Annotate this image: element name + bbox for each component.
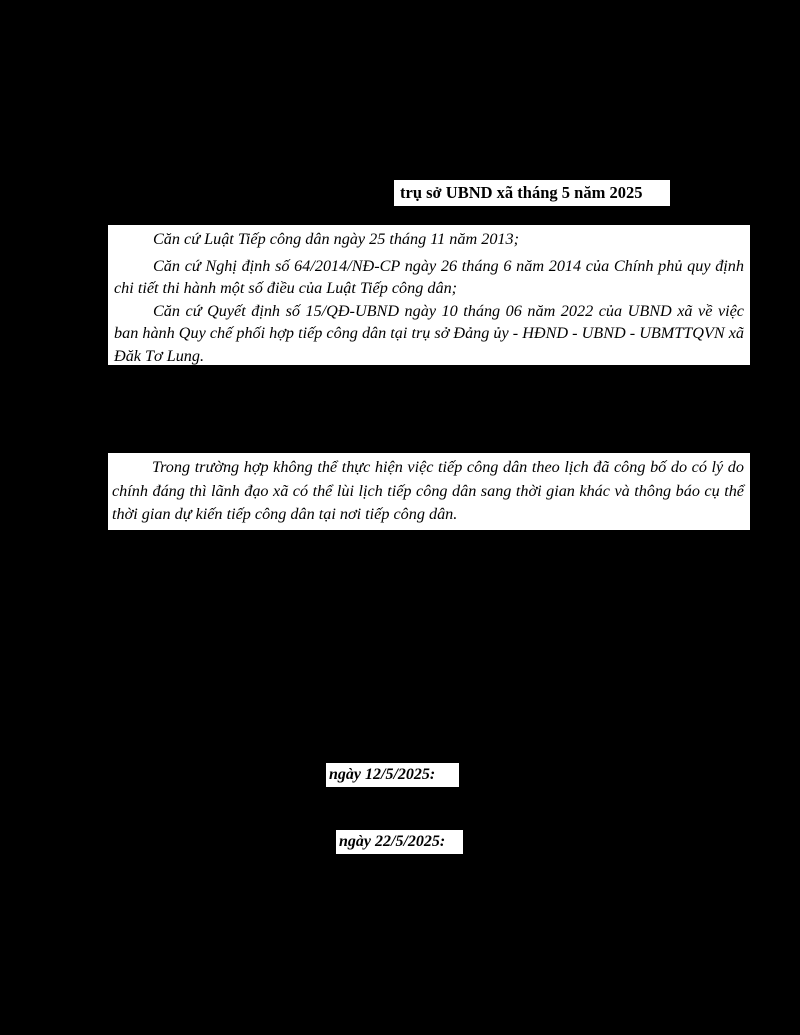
legal-basis-block xyxy=(108,225,750,365)
rescheduling-note-text: Trong trường hợp không thể thực hiện việc tiếp công dân theo lịch đã công bố do có lý do chính đáng thì lãnh đạo xã có thể lùi lịch tiếp công dân sang thời gian khác và thông báo cụ thể thời gian dự kiến tiếp công dân tại nơi tiếp công dân. xyxy=(112,458,744,523)
legal-basis-decision: Căn cứ Quyết định số 15/QĐ-UBND ngày 10 tháng 06 năm 2022 của UBND xã về việc ban hành Quy chế phối hợp tiếp công dân tại trụ sở Đảng ủy - HĐND - UBND - UBMTTQVN xã Đăk Tơ Lung. xyxy=(114,301,744,365)
schedule-date-1: ngày 12/5/2025: xyxy=(326,763,459,787)
legal-basis-decree: Căn cứ Nghị định số 64/2014/NĐ-CP ngày 26 tháng 6 năm 2014 của Chính phủ quy định chi tiết thi hành một số điều của Luật Tiếp công dân; xyxy=(114,256,744,297)
document-title-fragment: trụ sở UBND xã tháng 5 năm 2025 xyxy=(394,180,670,206)
schedule-date-2: ngày 22/5/2025: xyxy=(336,830,463,854)
legal-basis-law: Căn cứ Luật Tiếp công dân ngày 25 tháng 11 năm 2013; xyxy=(153,230,519,248)
rescheduling-note xyxy=(108,453,750,530)
